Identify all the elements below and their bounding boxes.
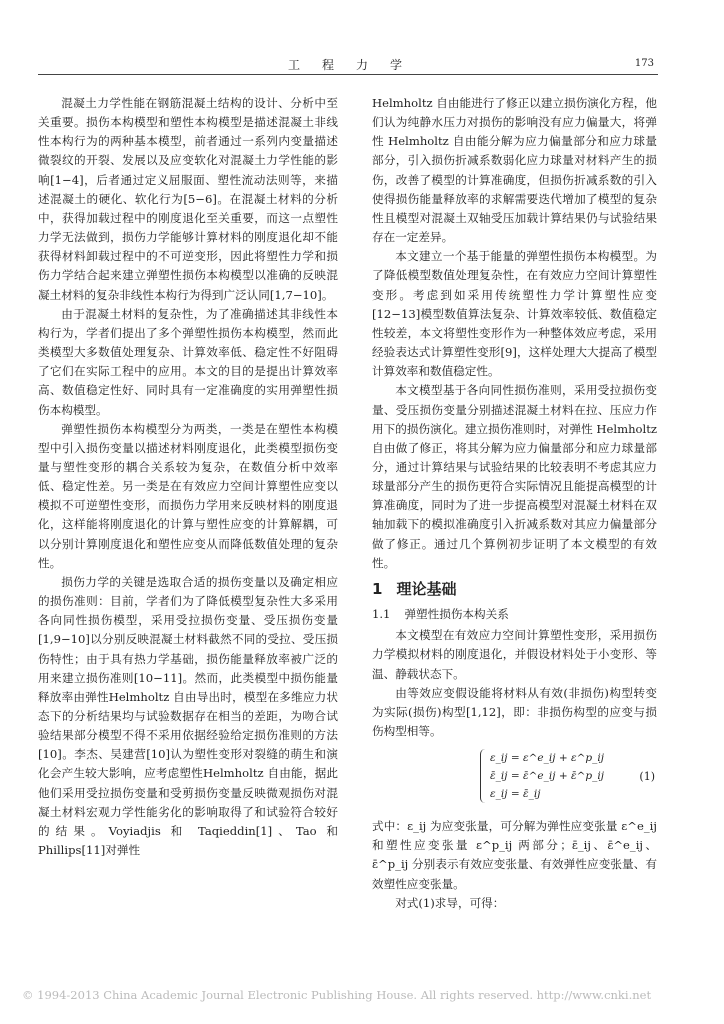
equation-1 (372, 747, 657, 807)
page-header (38, 52, 658, 75)
paragraph: 混凝土力学性能在钢筋混凝土结构的设计、分析中至关重要。损伤本构模型和塑性本构模型是描述混凝土非线性本构行为的两种基本模型，前者通过一系列内变量描述微裂纹的开裂、发展以及应变软化对混凝土力学性能的影响[1−4]，后者通过定义屈服面、塑性流动法则等，来描述混凝土的硬化、软化行为[5−6]。在混凝土材料的分析中，获得加载过程中的刚度退化至关重要，而这一点塑性力学无法做到，损伤力学能够计算材料的刚度退化却不能获得材料卸载过程中的不可逆变形，因此将塑性力学和损伤力学结合起来建立弹塑性损伤本构模型以准确的反映混凝土材料的复杂非线性本构行为得到广泛认同[1,7−10]。 (38, 96, 338, 302)
equation-line: ε_ij = ε^e_ij + ε^p_ij (490, 752, 604, 765)
paragraph: 由于混凝土材料的复杂性，为了准确描述其非线性本构行为，学者们提出了多个弹塑性损伤本构模型，然而此类模型大多数值处理复杂、计算效率低、稳定性不好阻碍了它们在实际工程中的应用。本文的目的是提出计算效率高、数值稳定性好、同时具有一定准确度的实用弹塑性损伤本构模型。 (38, 306, 338, 417)
paragraph: 式中：ε_ij 为应变张量，可分解为弹性应变张量 ε^e_ij 和塑性应变张量 ε^p_ij 两部分；ε̄_ij、ε̄^e_ij、ε̄^p_ij 分别表示有效应变张量、有效弹性应变张量、有效塑性应变张量。 (372, 819, 657, 891)
paragraph: 弹塑性损伤本构模型分为两类，一类是在塑性本构模型中引入损伤变量以描述材料刚度退化，此类模型损伤变量与塑性变形的耦合关系较为复杂，在数值分析中效率低、稳定性差。另一类是在有效应力空间计算塑性应变以模拟不可逆塑性变形，而损伤力学用来反映材料的刚度退化，这样能将刚度退化的计算与塑性应变的计算解耦，可以分别计算刚度退化和塑性应变从而降低数值处理的复杂性。 (38, 421, 338, 570)
equation-brace (480, 749, 486, 803)
right-column (372, 94, 657, 913)
copyright-footer: © 1994-2013 China Academic Journal Electronic Publishing House. All rights reserved. http://www.cnki.net (22, 988, 652, 1002)
page-number: 173 (634, 58, 654, 69)
equation-line: ε_ij = ε̄_ij (490, 788, 541, 801)
section-number: 1 (372, 579, 383, 598)
paragraph: 对式(1)求导，可得： (395, 895, 505, 910)
left-column (38, 94, 338, 860)
paragraph: 本文模型基于各向同性损伤准则，采用受拉损伤变量、受压损伤变量分别描述混凝土材料在拉、压应力作用下的损伤演化。建立损伤准则时，对弹性 Helmholtz 自由做了修正，将其分解为应力偏量部分和应力球量部分，通过计算结果与试验结果的比较表明不考虑其应力球量部分产生的损伤更符合实际情况且能提高模型的计算准确度，同时为了进一步提高模型对混凝土材料在双轴加载下的模拟准确度引入折减系数对其应力偏量部分做了修正。通过几个算例初步证明了本文模型的有效性。 (372, 383, 657, 570)
subsection-number: 1.1 (372, 607, 391, 622)
paragraph: 由等效应变假设能将材料从有效(非损伤)构型转变为实际(损伤)构型[1,12]，即：非损伤构型的应变与损伤构型相等。 (372, 685, 657, 738)
equation-line: ε̄_ij = ε̄^e_ij + ε̄^p_ij (490, 770, 604, 783)
subsection-heading (372, 605, 657, 624)
paragraph: 本文建立一个基于能量的弹塑性损伤本构模型。为了降低模型数值处理复杂性，在有效应力空间计算塑性变形。考虑到如采用传统塑性力学计算塑性应变[12−13]模型数值算法复杂、计算效率较低、数值稳定性较差，本文将塑性变形作为一种整体效应考虑，采用经验表达式计算塑性变形[9]，这样处理大大提高了模型计算效率和数值稳定性。 (372, 249, 657, 379)
equation-number: (1) (639, 770, 655, 784)
paragraph: 本文模型在有效应力空间计算塑性变形，采用损伤力学模拟材料的刚度退化，并假设材料处于小变形、等温、静载状态下。 (372, 628, 657, 681)
journal-title: 工程力学 (288, 58, 425, 72)
subsection-title: 弹塑性损伤本构关系 (404, 607, 509, 622)
section-heading (372, 580, 657, 599)
section-title: 理论基础 (396, 579, 457, 598)
paragraph: Helmholtz 自由能进行了修正以建立损伤演化方程，他们认为纯静水压力对损伤的影响没有应力偏量大，将弹性 Helmholtz 自由能分解为应力偏量部分和应力球量部分，引入损伤折减系数弱化应力球量对材料产生的损伤，改善了模型的计算准确度，但损伤折减系数的引入使得损伤能量释放率的求解需要迭代增加了模型的复杂性且模型对混凝土双轴受压加载计算结果仍与试验结果存在一定差异。 (372, 96, 657, 245)
paragraph: 损伤力学的关键是选取合适的损伤变量以及确定相应的损伤准则：目前，学者们为了降低模型复杂性大多采用各向同性损伤模型，采用受拉损伤变量、受压损伤变量[1,9−10]以分别反映混凝土材料截然不同的受拉、受压损伤特性；由于具有热力学基础，损伤能量释放率被广泛的用来建立损伤准则[10−11]。然而，此类模型中损伤能量释放率由弹性Helmholtz 自由导出时，模型在多维应力状态下的分析结果均与试验数据存在相当的差距，为吻合试验结果部分模型不得不采用依据经验给定损伤准则的方法[10]。李杰、吴建营[10]认为塑性变形对裂缝的萌生和演化会产生较大影响，应考虑塑性Helmholtz 自由能，据此他们采用受拉损伤变量和受剪损伤变量反映微观损伤对混凝土材料宏观力学性能劣化的影响取得了和试验符合较好的结果。Voyiadjis 和 Taqieddin[1]、Tao 和 Phillips[11]对弹性 (38, 574, 338, 858)
